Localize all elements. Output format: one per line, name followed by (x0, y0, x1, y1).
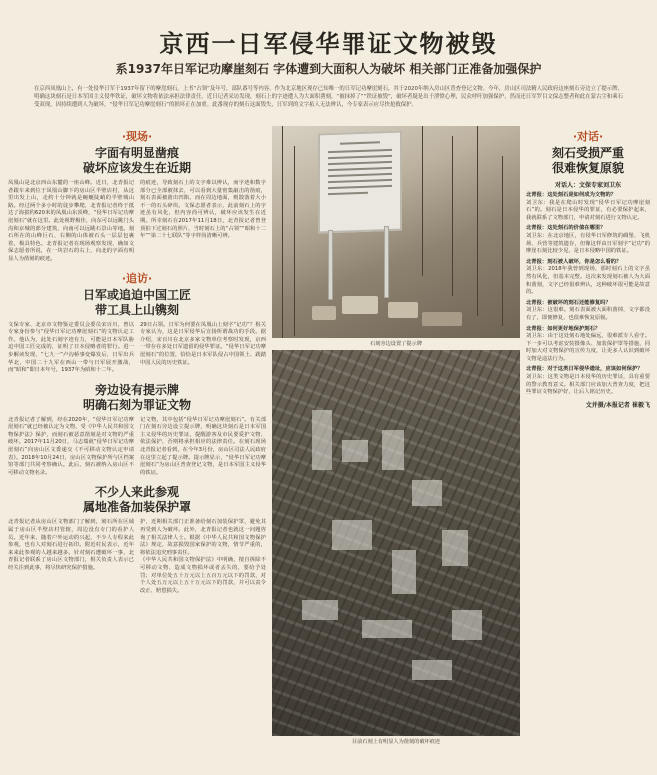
interview-question: 北青报：刻石被人破坏，你是怎么看的？ (526, 258, 622, 265)
body-paragraph: 的痕迹，导致刻石上的文字难以辨认，而字迹和数字部分已全部被抹去，可以看到大量密集敲击的凿痕，刻石表面被凿出凹陷，而在周边地面，则散落着大小不一的石头碎块。文保志愿者表示，此前刻石上的字迹虽有风化，但内容尚可辨认，破坏应该发生在近期。所幸刻石在2017年11月18日，北青报记者曾登顶拍下过刻石的照片，当时刻石上的“占领”“昭和十二年”“第二十七联队”等字样尚清晰可辨。 (140, 180, 266, 240)
interview-answer: 刘卫东：在北京地区，有侵华日军修筑的碉堡、飞机场、兵营等建筑遗存，但像这样由日军刻字“记功”的摩崖石刻比较少见，是日本侵略中国的铁证。 (526, 232, 650, 255)
section-title-scene-2: 破坏应该发生在近期 (82, 161, 191, 175)
section-title-visit-2: 属地准备加装保护罩 (82, 500, 191, 515)
interview-question: 北青报：被破坏的刻石还能修复吗？ (526, 299, 611, 306)
section-title-visit-1: 不少人来此参观 (94, 485, 179, 500)
interview-question: 北青报：这处刻石的价值在哪里？ (526, 225, 606, 232)
body-paragraph: 29日占领。日军为何要在凤凰山上刻字“记功”？相关专家认为，这是日军侵华后宣扬所谓战功的手段。据介绍，宋百川在北京多家文物单位考察时发现，京西一带存在多处日军遗留的侵华罪证。“侵华日军记功摩崖刻石”的位置，恰恰是日本军队侵占中国领土、践踏中国人民的历史铁证。 (140, 321, 266, 366)
photo-caption: 石刻旁边设置了提示牌 (370, 341, 422, 347)
body-paragraph: 北青报记者从房山区文物部门了解到，刻石所在区域属于房山区半壁店村管辖，周边没有专门的看护人员。近年来，随着户外运动的兴起，不少人专程来此参观，也有人对刻石进行拓印。附近村民表示，近年来来此参观的人越来越多。针对刻石遭破坏一事，北青报记者联系了房山区文物部门，相关负责人表示已经关注到此事，将尽快研究保护措施。 (8, 519, 134, 571)
notice-sign (318, 131, 402, 234)
body-paragraph: 记文物，其中包括“侵华日军记功摩崖刻石”。有关部门在刻石旁边设立提示牌，明确这块刻石是日本军国主义侵华的历史罪证，提醒游客及市民要爱护文物、依法保护，否则将承担相应的法律责任。在刻石现场北青报记者看到，在今年3月份，房山区司法人民政府在这里立起了提示牌。提示牌显示，“侵华日军记功摩崖刻石”为房山区普查登记文物，是日本军国主义侵华的铁证。 (140, 416, 266, 476)
qa-list (526, 192, 650, 397)
section-tag-scene: ·现场· (121, 130, 153, 143)
interview-answer: 刘卫东：这类文物是日本侵华的历史罪证，具有重要的警示教育意义。相关部门应该加大普查力度，把这些罪证文物保护好，让后人铭记历史。 (526, 374, 650, 396)
page-title: 京西一日军侵华罪证文物被毁 (159, 29, 498, 58)
interview-column (526, 126, 650, 409)
body-paragraph: 《中华人民共和国文物保护法》中明确，擅自拆除不可移动文物、造成文物损坏或者丢失的，要给予处罚；对单位处五十万元以上五百万元以下的罚款，对个人处五万元以上五十万元以下的罚款，并可以责令改正、赔偿损失。 (140, 557, 266, 594)
body-paragraph: 凤凰山是北京西山东麓的一座山峰。近日，北青报记者跟车来到位于凤凰山脚下的房山区半壁店村，从这里出发上山，走约十分钟就是蜿蜒陡峭的半壁城山路。经过两个多小时的徒步攀爬，北青报记者终于抵达了海拔约620米的凤凰山东顶峰，“侵华日军记功摩崖刻石”就在这里。此处视野极佳，向东可以远眺门头沟和京城的部分建筑，向南可以远眺石景山等地。刻石所在的山峰巨石，右侧的山体被石头一层层包裹着，极具特色。北青报记者在现场观察发现，确如文保志愿者所说，在一块岩石的右上，向北的字面有明显人为凿刻的痕迹。 (8, 180, 134, 262)
photo-inscription (272, 350, 520, 736)
byline: 文并摄/本报记者 崔毅飞 (585, 401, 650, 409)
interview-answer: 刘卫东：由于这处刻石地处偏远，很难派专人看守。下一步可以考虑安装摄像头、加装保护罩等措施，同时加大对文物保护的宣传力度，让更多人认识到破坏文物是违法行为。 (526, 333, 650, 362)
section-tag-dialogue: ·对话· (572, 130, 604, 143)
photo-column (272, 126, 520, 746)
section-title-dialogue-2: 很难恢复原貌 (551, 161, 624, 175)
section-body-scene (8, 180, 266, 264)
section-title-scene-1: 字面有明显凿痕 (94, 146, 179, 160)
body-column (140, 519, 266, 595)
section-title-sign-2: 明确石刻为罪证文物 (82, 397, 191, 412)
section-title-followup-1: 日军或追迫中国工匠 (82, 287, 191, 302)
interview-question: 北青报：这处刻石是如何成为文物的？ (526, 192, 617, 198)
page-subtitle: 系1937年日军记功摩崖刻石 字体遭到大面积人为破坏 相关部门正准备加强保护 (115, 62, 542, 76)
photo-sign (272, 126, 520, 338)
section-body-visit (8, 519, 266, 595)
section-title-sign-1: 旁边设有提示牌 (94, 382, 179, 397)
body-paragraph: 护，近期相关部门正准备给刻石加装保护罩，避免其再受到人为破坏。此外，北青报记者也就这一问题咨询了相关法律人士。根据《中华人民共和国文物保护法》规定，故意损毁国家保护的文物，情节严重的，将依法追究刑事责任。 (140, 519, 266, 556)
interview-question: 北青报：如何更好地保护刻石？ (526, 325, 601, 332)
body-paragraph: 文保专家、北京市文物鉴定委员会委员宋百川，曾以专家身份参与“侵华日军记功摩崖刻石”的文物认定工作。他认为，此处石刻字迹有力，可能是日本军队胁迫中国工匠完成的，证明了日本侵略者的罪行。进一步解读发现，“七九一”卢沟桥事变爆发后，日军出兵华北，中国二十九军在西山一带与日军展开激战，而“昭和”即日本年号，1937年为昭和十二年。 (8, 321, 134, 374)
left-column (8, 126, 266, 595)
section-body-sign (8, 417, 266, 478)
interview-answer: 刘卫东：2018年我曾到现场，那时刻石上的文字虽然有风化，但基本完整。这次来发现刻石被人为大面积凿刻，文字已经很难辨认，这种破坏很可能是故意的。 (526, 266, 650, 296)
interview-answer: 刘卫东：这很难。刻石表面被大面积凿掉，文字都没有了，即便修复，也很难恢复原貌。 (526, 307, 650, 321)
section-tag-followup: ·追访· (121, 271, 153, 285)
interview-answer: 刘卫东：我是在爬山时发现“侵华日军记功摩崖刻石”的。刻石是日本侵华的罪证，有必要保护起来，我就联系了文物部门，申请对刻石进行文物认定。 (526, 199, 650, 221)
interview-question: 北青报：对于这类日军侵华遗址，应该如何保护？ (526, 366, 643, 373)
section-body-followup (8, 322, 266, 375)
interviewee-line: 对话人：文保专家刘卫东 (554, 182, 621, 189)
photo-caption: 目前石刻上有明显人为凿刻的破坏痕迹 (351, 739, 441, 745)
section-title-followup-2: 带工具上山镌刻 (94, 302, 179, 317)
body-paragraph: 北青报记者了解到，经在2020年，“侵华日军记功摩崖刻石”就已经被认定为文物，受《中华人民共和国文物保护法》保护，而刻石被恶意凿刻是对文物的严重破坏。2017年11月20日，马志瑞就“侵华日军记功摩崖刻石”向房山区文委递交《不可移动文物认定申请表》。2018年10月24日，房山区文物保护所与区档案馆等部门共同考察确认。此后，刻石被纳入房山区不可移动文物名录。 (8, 416, 134, 476)
lede-paragraph: 在京西凤凰山上，有一处侵华日军于1937年留下的摩崖刻石，上书“占领”及年号，部队番号等内容。作为北京地区现存已知唯一的日军记功摩崖刻石，其于2020年纳入房山区普查登记文物。今年，房山区司法精人民政府这座刻石旁边立了提示牌，明确这块刻石是日本军国主义侵华铁证，破坏文物将依法承担法律责任。近日记者采访发现，刻石上的字迹遭人为大面积凿刻，“被抹掉了”“铁证被毁”，破坏者疑是出于泄愤心理，民众呼吁加强保护。然而还日军罗目文保志整者和此在蒙古尘和乘石受双现，因持续遭到人为破坏，“侵华日军记功摩崖刻石”的损坏正在加重。此番现存的刻石这面毁失，日军到的文字拓人无法辨认，今专家表示应尽快抢救保护。 (34, 86, 623, 108)
section-title-dialogue-1: 刻石受损严重 (551, 146, 624, 160)
